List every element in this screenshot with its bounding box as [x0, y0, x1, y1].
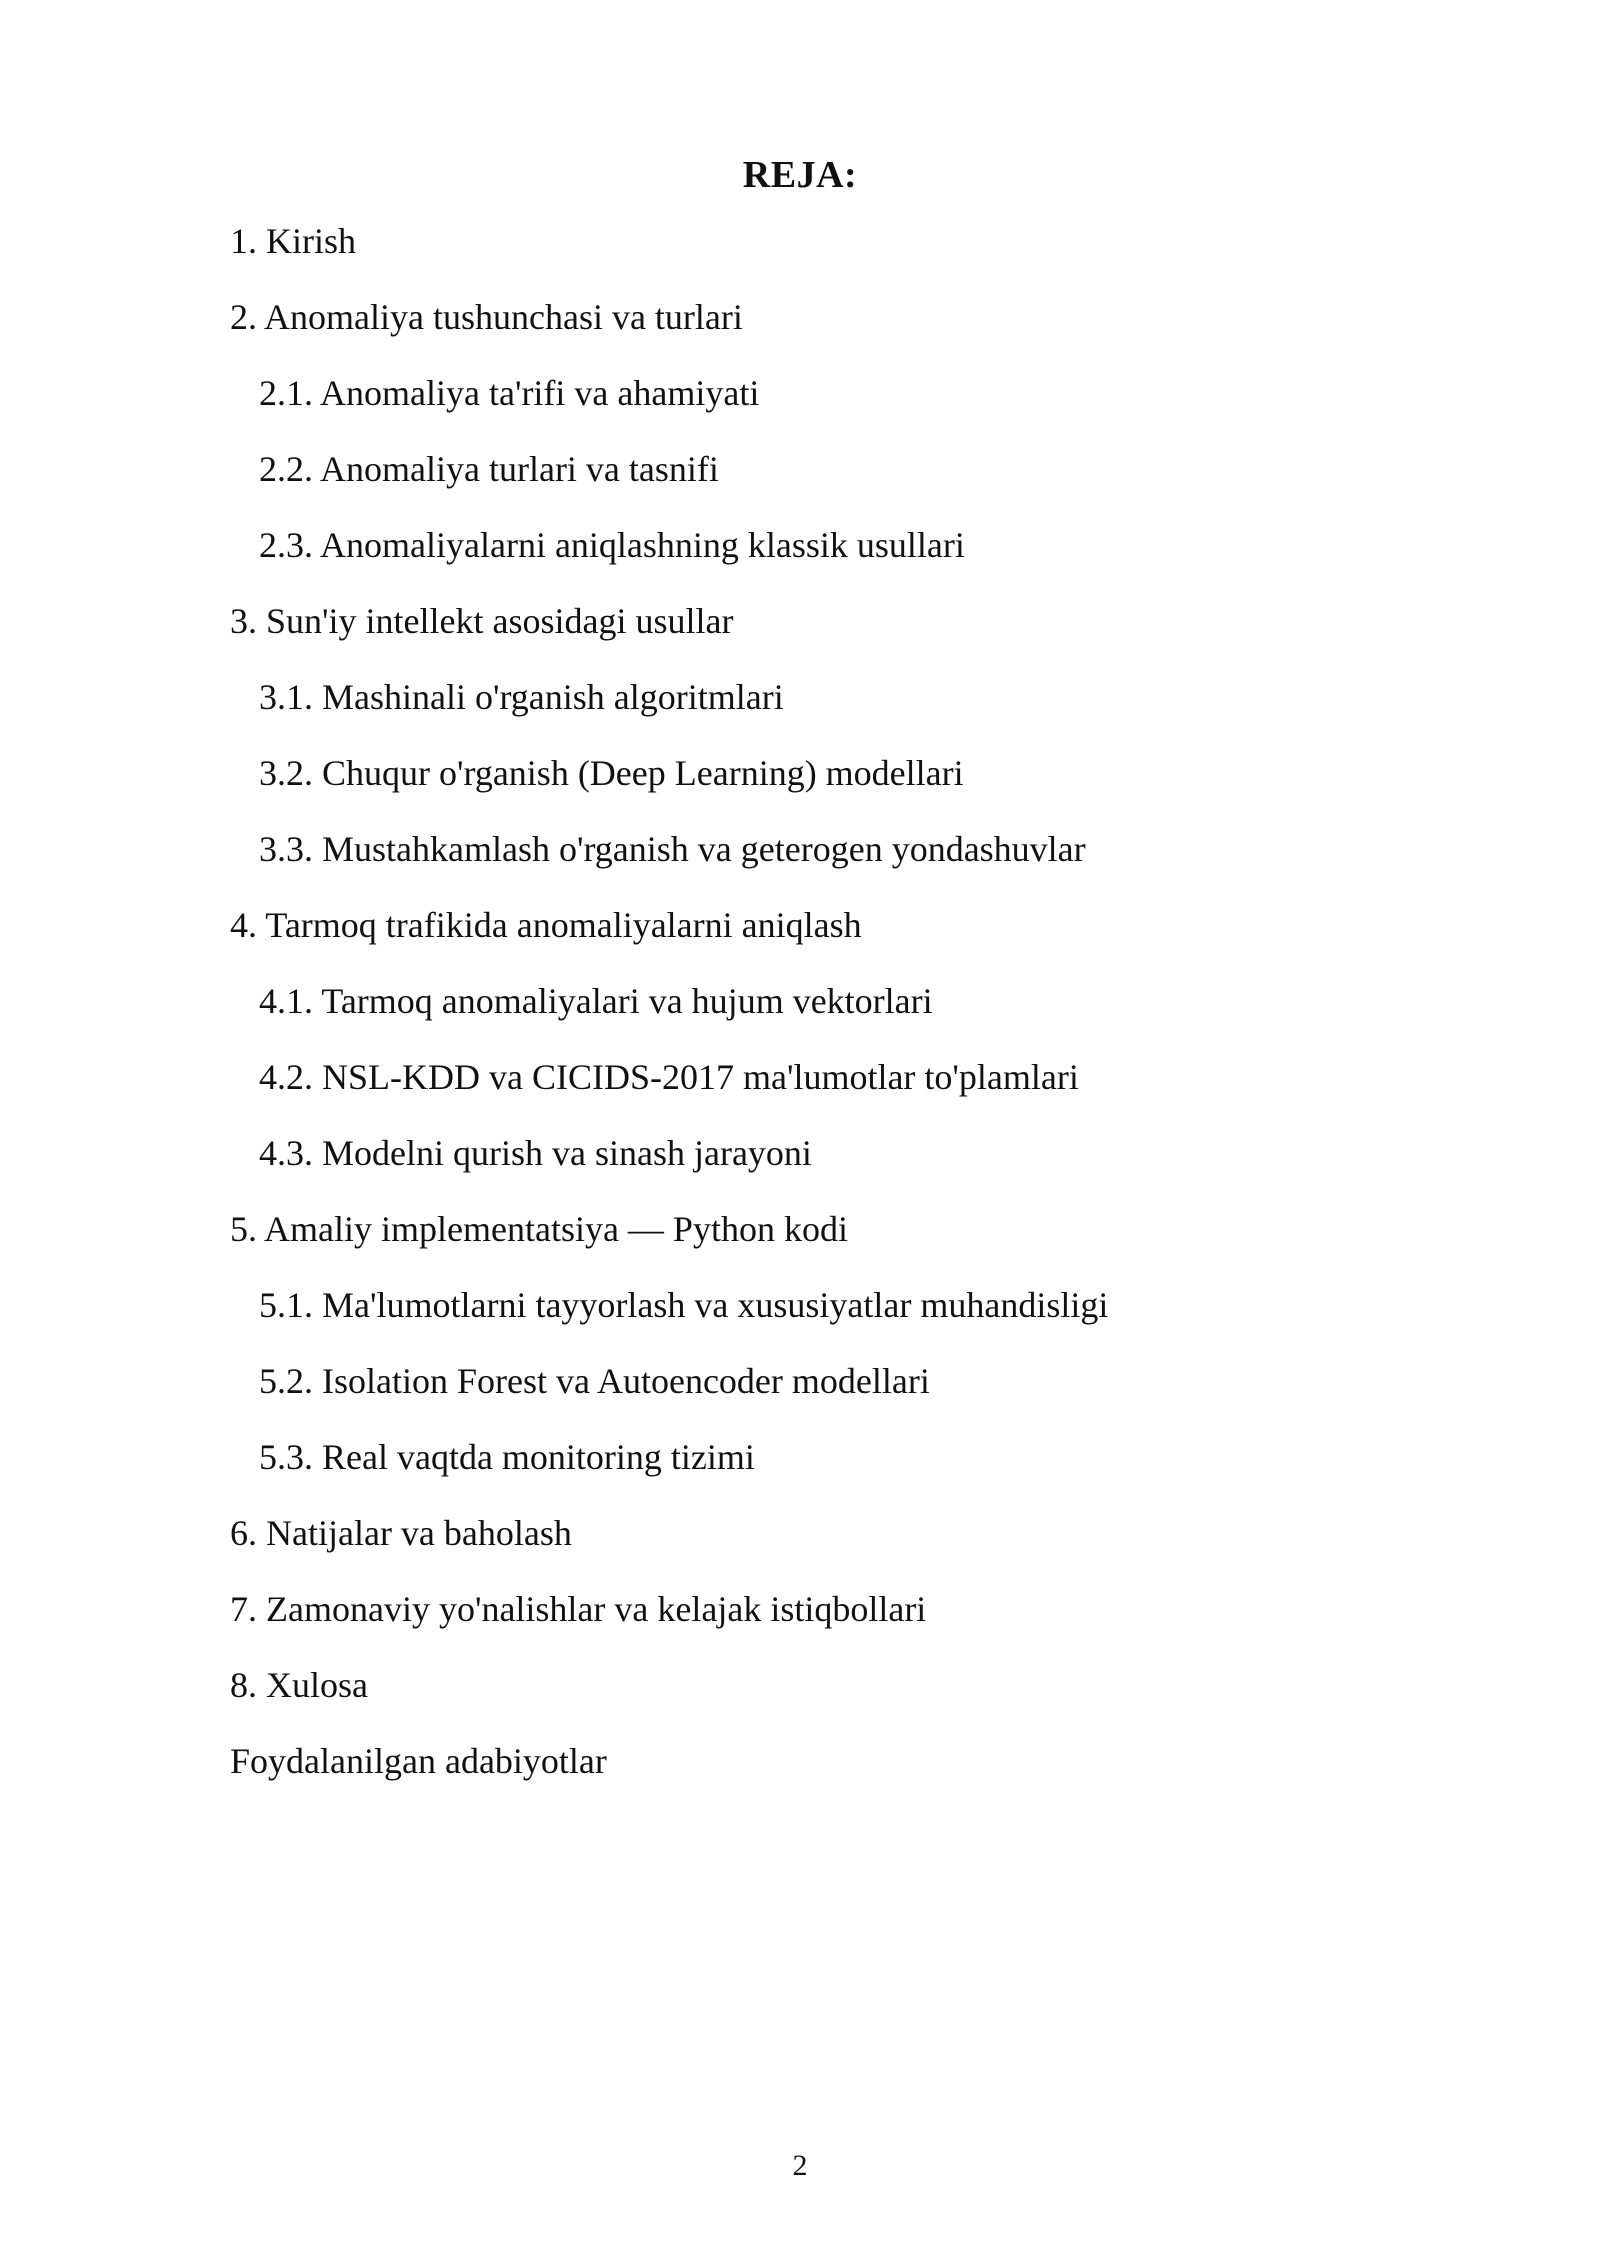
toc-item: 7. Zamonaviy yo'nalishlar va kelajak istiqbollari [230, 1589, 927, 1629]
toc-subitem: 3.1. Mashinali o'rganish algoritmlari [259, 677, 784, 717]
page-number: 2 [792, 2149, 808, 2182]
toc-item: 6. Natijalar va baholash [230, 1513, 572, 1553]
page-title: REJA: [742, 154, 858, 196]
toc-item: 2. Anomaliya tushunchasi va turlari [230, 297, 743, 337]
toc-subitem: 4.3. Modelni qurish va sinash jarayoni [259, 1133, 812, 1173]
toc-item: 8. Xulosa [230, 1665, 368, 1705]
toc-item: Foydalanilgan adabiyotlar [230, 1741, 607, 1781]
toc-subitem: 4.2. NSL-KDD va CICIDS-2017 ma'lumotlar to'plamlari [259, 1057, 1079, 1097]
toc-subitem: 5.1. Ma'lumotlarni tayyorlash va xususiyatlar muhandisligi [259, 1285, 1109, 1325]
table-of-contents [230, 216, 1430, 1812]
toc-subitem: 2.3. Anomaliyalarni aniqlashning klassik usullari [259, 525, 965, 565]
toc-item: 4. Tarmoq trafikida anomaliyalarni aniqlash [230, 905, 862, 945]
toc-subitem: 3.2. Chuqur o'rganish (Deep Learning) modellari [259, 753, 964, 793]
toc-subitem: 5.3. Real vaqtda monitoring tizimi [259, 1437, 755, 1477]
toc-item: 3. Sun'iy intellekt asosidagi usullar [230, 601, 734, 641]
toc-item: 1. Kirish [230, 221, 356, 261]
toc-subitem: 4.1. Tarmoq anomaliyalari va hujum vektorlari [259, 981, 933, 1021]
toc-subitem: 2.1. Anomaliya ta'rifi va ahamiyati [259, 373, 760, 413]
toc-subitem: 5.2. Isolation Forest va Autoencoder modellari [259, 1361, 930, 1401]
toc-subitem: 3.3. Mustahkamlash o'rganish va geterogen yondashuvlar [259, 829, 1086, 869]
toc-subitem: 2.2. Anomaliya turlari va tasnifi [259, 449, 719, 489]
toc-item: 5. Amaliy implementatsiya — Python kodi [230, 1209, 848, 1249]
